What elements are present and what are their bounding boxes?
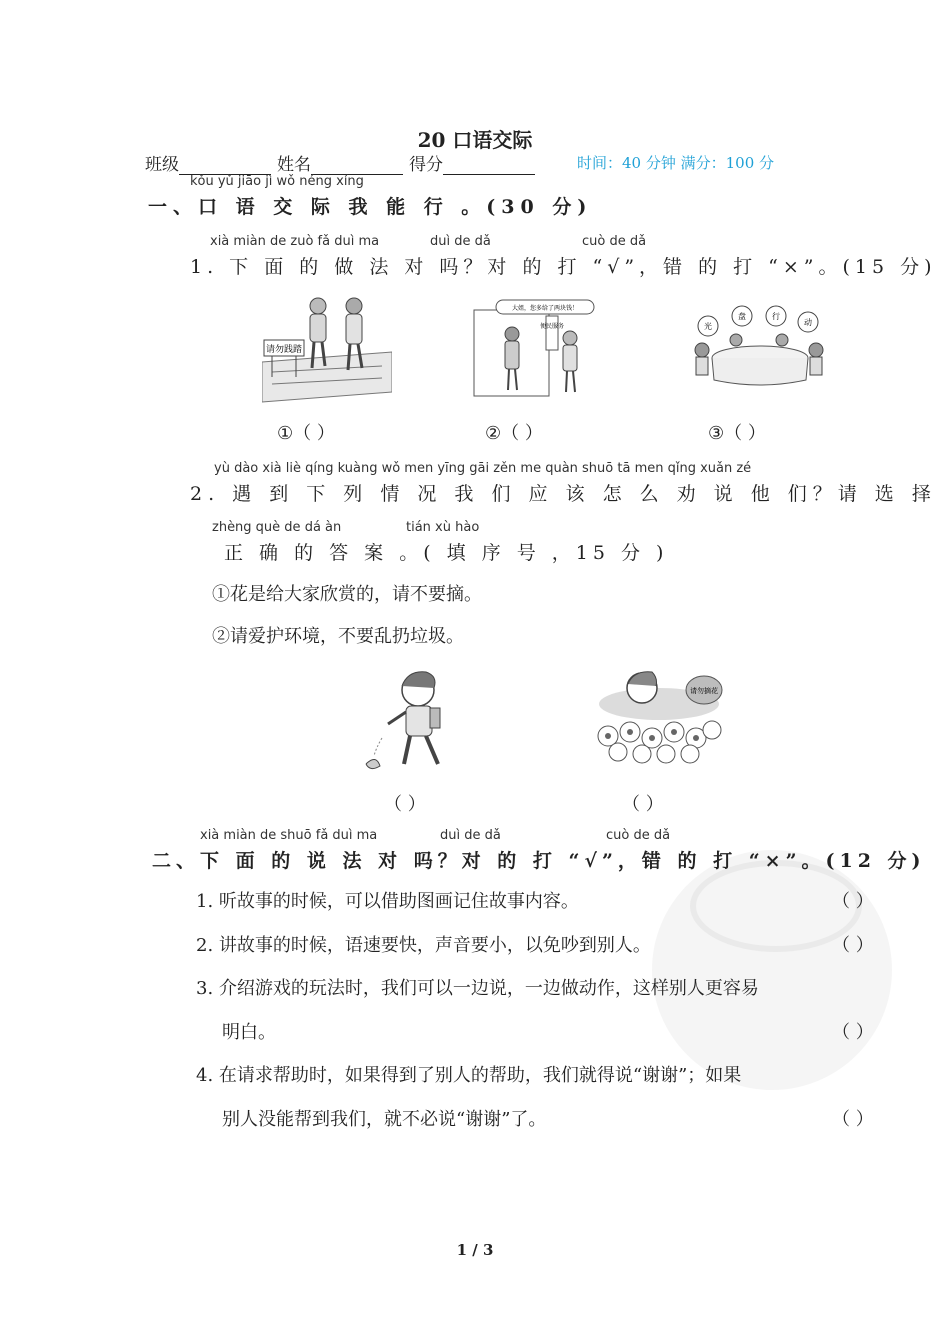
q2-text-1: 2. 遇 到 下 列 情 况 我 们 应 该 怎 么 劝 说 他 们？请 选 择 <box>190 483 937 505</box>
badge-3: 行 <box>772 312 780 321</box>
section1-pinyin: kǒu yǔ jiāo jì wǒ néng xíng <box>190 174 364 189</box>
exam-meta: 时间：40 分钟 满分：100 分 <box>577 154 775 172</box>
section1-heading: 一、口 语 交 际 我 能 行 。(30 分) <box>148 196 593 218</box>
q1-pinyin-c: cuò de dǎ <box>582 234 647 249</box>
q1-picture-1 <box>262 292 392 404</box>
q2-answer-b[interactable]: （ ） <box>622 794 664 815</box>
q2-pinyin-1: yù dào xià liè qíng kuàng wǒ men yīng gāi zěn me quàn shuō tā men qǐng xuǎn zé <box>214 461 752 476</box>
q1-answer-2[interactable]: ②（ ） <box>485 423 543 444</box>
q2-picture-a <box>356 668 466 776</box>
q1-pinyin-b: duì de dǎ <box>430 234 491 249</box>
s2-item-3-cont: 明白。 <box>222 1022 276 1043</box>
q2-option-2: ②请爱护环境，不要乱扔垃圾。 <box>212 626 464 647</box>
q2-answer-a[interactable]: （ ） <box>384 794 426 815</box>
q1-answer-3[interactable]: ③（ ） <box>708 423 766 444</box>
q2-pinyin-2a: zhèng què de dá àn <box>212 520 342 535</box>
q1-text: 1. 下 面 的 做 法 对 吗？对 的 打 “√”，错 的 打 “×”。(15 分) <box>190 256 937 278</box>
q1-picture-3 <box>692 300 827 392</box>
name-label: 姓名 <box>277 155 311 175</box>
pic2-speech-text: 大姐，您多给了两块钱！ <box>511 305 579 312</box>
name-field[interactable] <box>311 156 403 175</box>
badge-4: 动 <box>804 318 812 327</box>
class-label: 班级 <box>145 155 179 175</box>
section2-pinyin-a: xià miàn de shuō fǎ duì ma <box>200 828 378 843</box>
pic-b-sign-text: 请勿摘花 <box>690 687 718 695</box>
badge-1: 光 <box>704 322 712 331</box>
s2-item-4-blank[interactable]: （ ） <box>832 1109 874 1130</box>
q1-picture-2 <box>472 298 597 398</box>
section2-heading: 二、下 面 的 说 法 对 吗？对 的 打 “√”，错 的 打 “×”。(12 分) <box>152 850 926 872</box>
page-title: 20 口语交际 <box>417 128 533 152</box>
pic1-sign-text: 请勿践踏 <box>265 345 303 355</box>
s2-item-3-blank[interactable]: （ ） <box>832 1022 874 1043</box>
score-label: 得分 <box>409 155 443 175</box>
student-info <box>145 150 541 175</box>
q2-text-2: 正 确 的 答 案 。( 填 序 号 ，15 分 ) <box>224 542 669 564</box>
section2-pinyin-c: cuò de dǎ <box>606 828 671 843</box>
q2-pinyin-2b: tián xù hào <box>406 520 480 535</box>
pic2-sign-text: 便民服务 <box>539 323 565 330</box>
s2-item-2: 2. 讲故事的时候，语速要快，声音要小，以免吵到别人。 <box>196 935 651 956</box>
badge-2: 盘 <box>738 312 746 321</box>
class-field[interactable] <box>179 156 271 175</box>
page-number: 1 / 3 <box>456 1241 494 1259</box>
s2-item-2-blank[interactable]: （ ） <box>832 935 874 956</box>
q2-option-1: ①花是给大家欣赏的，请不要摘。 <box>212 584 482 605</box>
q1-answer-1[interactable]: ①（ ） <box>277 423 335 444</box>
q2-picture-b <box>594 662 724 772</box>
q1-pinyin-a: xià miàn de zuò fǎ duì ma <box>210 234 380 249</box>
s2-item-3: 3. 介绍游戏的玩法时，我们可以一边说，一边做动作，这样别人更容易 <box>196 978 759 999</box>
section2-pinyin-b: duì de dǎ <box>440 828 501 843</box>
s2-item-1-blank[interactable]: （ ） <box>832 891 874 912</box>
score-field[interactable] <box>443 156 535 175</box>
s2-item-4: 4. 在请求帮助时，如果得到了别人的帮助，我们就得说“谢谢”；如果 <box>196 1065 742 1086</box>
s2-item-1: 1. 听故事的时候，可以借助图画记住故事内容。 <box>196 891 579 912</box>
s2-item-4-cont: 别人没能帮到我们，就不必说“谢谢”了。 <box>222 1109 547 1130</box>
